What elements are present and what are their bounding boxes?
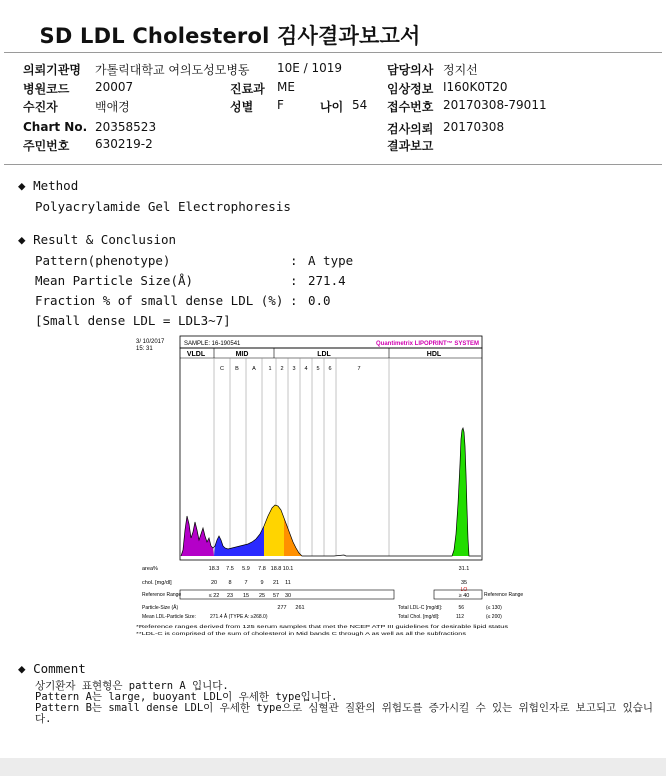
region-label: HDL	[426, 351, 442, 358]
region-label: VLDL	[186, 351, 206, 358]
total-chol-label: Total Chol. [mg/dl]:	[398, 614, 440, 620]
value-patient: 백애경	[95, 100, 130, 114]
label-test-request: 검사의뢰	[387, 122, 434, 136]
label-age: 나이	[320, 100, 344, 114]
reference-value: 15	[242, 593, 250, 599]
result-note: [Small dense LDL = LDL3~7]	[35, 313, 231, 328]
label-patient: 수진자	[23, 100, 58, 114]
comment-line-3: Pattern B는 small dense LDL이 우세한 type으로 심혈관 질환의 위험도를 증가시킬 수 있는 위험인자로 보고되고 있습니다.	[35, 702, 654, 725]
value-clinical-info: I160K0T20	[443, 80, 508, 94]
result-heading: Result & Conclusion	[33, 232, 177, 247]
area-value: 5.9	[242, 566, 250, 572]
band-label: 3	[292, 366, 296, 372]
label-receipt-number: 접수번호	[387, 100, 434, 114]
mean-ldl-value: 271.4 Å (TYPE A: ≥268.0)	[210, 614, 268, 620]
label-result-report: 결과보고	[387, 139, 434, 153]
comment-line-1: 상기환자 표현형은 pattern A 입니다.	[35, 680, 229, 692]
mean-ldl-label: Mean LDL-Particle Size:	[142, 614, 196, 620]
band-label: 4	[304, 366, 308, 372]
reference-value: 57	[272, 593, 280, 599]
value-sex: F	[277, 98, 284, 112]
comment-line-2: Pattern A는 large, buoyant LDL이 우세한 type입니다.	[35, 691, 338, 703]
chol-value: 8	[228, 580, 232, 586]
value-hospital-code: 20007	[95, 80, 134, 94]
chol-value: 11	[285, 580, 291, 586]
comment-heading: Comment	[33, 661, 86, 676]
result-pattern-sep: :	[290, 253, 298, 268]
header-bottom-rule	[4, 164, 662, 165]
reference-value: ≤ 22	[208, 593, 220, 599]
total-ldl-ref: (≤ 130)	[486, 605, 502, 611]
brand-label: Quantimetrix LIPOPRINT™ SYSTEM	[375, 341, 479, 347]
result-pattern-value: A type	[308, 253, 354, 268]
area-value: 7.5	[226, 566, 234, 572]
reference-label-right: Reference Range	[484, 592, 524, 598]
result-size-sep: :	[290, 273, 298, 288]
particle-size-value: 277	[277, 605, 287, 611]
label-clinical-info: 임상정보	[387, 82, 434, 96]
band-label: 5	[316, 366, 320, 372]
label-chart-no: Chart No.	[23, 120, 88, 134]
diamond-bullet-icon: ◆	[18, 661, 26, 676]
band-label: A	[252, 366, 256, 372]
band-label: C	[220, 366, 224, 372]
value-test-request: 20170308	[443, 120, 505, 134]
area-value: 18.3	[208, 566, 220, 572]
comment-section-heading	[18, 661, 86, 676]
band-label: 2	[280, 366, 284, 372]
sample-id: SAMPLE: 16-190541	[184, 341, 241, 347]
total-chol-value: 112	[456, 614, 464, 620]
result-fraction-value: 0.0	[308, 293, 331, 308]
value-resident-number: 630219-2	[95, 137, 153, 151]
reference-value: 30	[284, 593, 292, 599]
particle-size-value: 261	[295, 605, 305, 611]
footnote-ldl-composition: **LDL-C is comprised of the sum of cholesterol in Mid bands C through A as well as all the subfractions	[136, 631, 466, 636]
chol-value: 20	[210, 580, 218, 586]
band-label: 1	[268, 366, 272, 372]
area-value: 31.1	[458, 566, 470, 572]
result-size-value: 271.4	[308, 273, 346, 288]
result-size-label: Mean Particle Size(Å)	[35, 273, 194, 288]
chol-value: 7	[244, 580, 248, 586]
chol-row-label: chol. [mg/dl]	[142, 580, 172, 586]
result-fraction-label: Fraction % of small dense LDL (%)	[35, 293, 284, 308]
value-chart-no: 20358523	[95, 120, 157, 134]
band-label: B	[235, 366, 239, 372]
label-attending-doctor: 담당의사	[387, 63, 434, 77]
label-hospital-code: 병원코드	[23, 82, 70, 96]
label-resident-number: 주민번호	[23, 139, 70, 153]
value-requesting-institution: 가톨릭대학교 여의도성모병동	[95, 63, 250, 77]
method-text: Polyacrylamide Gel Electrophoresis	[35, 199, 291, 214]
report-title: SD LDL Cholesterol 검사결과보고서	[39, 24, 421, 48]
result-section-heading	[18, 232, 176, 247]
chart-time: 15: 31	[136, 346, 153, 352]
value-department: ME	[277, 80, 295, 94]
result-fraction-sep: :	[290, 293, 298, 308]
chart-date: 3/ 10/2017	[136, 339, 165, 345]
value-age: 54	[352, 98, 368, 112]
diamond-bullet-icon: ◆	[18, 178, 26, 193]
lipoprint-chart	[134, 334, 524, 640]
result-pattern-label: Pattern(phenotype)	[35, 253, 171, 268]
area-value: 10.1	[282, 566, 294, 572]
area-value: 7.8	[258, 566, 266, 572]
reference-label: Reference Range	[142, 592, 182, 598]
method-heading: Method	[33, 178, 79, 193]
header-top-rule	[4, 52, 662, 53]
total-ldl-value: 56	[458, 605, 464, 611]
low-flag: LO	[460, 587, 468, 593]
label-requesting-institution: 의뢰기관명	[23, 63, 81, 77]
reference-value: ≥ 40	[458, 593, 470, 599]
reference-value: 23	[226, 593, 234, 599]
total-ldl-label: Total LDL-C [mg/dl]:	[398, 605, 443, 611]
particle-size-label: Particle-Size (Å)	[142, 605, 179, 611]
lipoprint-chart-svg	[134, 334, 524, 640]
region-label: LDL	[317, 351, 331, 358]
diamond-bullet-icon: ◆	[18, 232, 26, 247]
value-attending-doctor: 정지선	[443, 63, 478, 77]
label-department: 진료과	[230, 82, 265, 96]
chol-value: 9	[260, 580, 264, 586]
band-label: 6	[328, 366, 332, 372]
chol-value: 21	[272, 580, 280, 586]
region-label: MID	[235, 351, 249, 358]
value-receipt-number: 20170308-79011	[443, 98, 547, 112]
total-chol-ref: (≤ 200)	[486, 614, 502, 620]
page-footer-band	[0, 758, 666, 776]
label-sex: 성별	[230, 100, 254, 114]
method-section-heading	[18, 178, 78, 193]
area-row-label: area%	[142, 566, 158, 572]
chol-value: 35	[460, 580, 468, 586]
band-label: 7	[357, 366, 361, 372]
footnote-reference-ranges: *Reference ranges derived from 125 serum samples that met the NCEP ATP III guidelines for desirable lipid status	[136, 624, 508, 629]
value-ward-room: 10E / 1019	[277, 61, 343, 75]
area-value: 18.8	[270, 566, 282, 572]
reference-value: 25	[258, 593, 266, 599]
